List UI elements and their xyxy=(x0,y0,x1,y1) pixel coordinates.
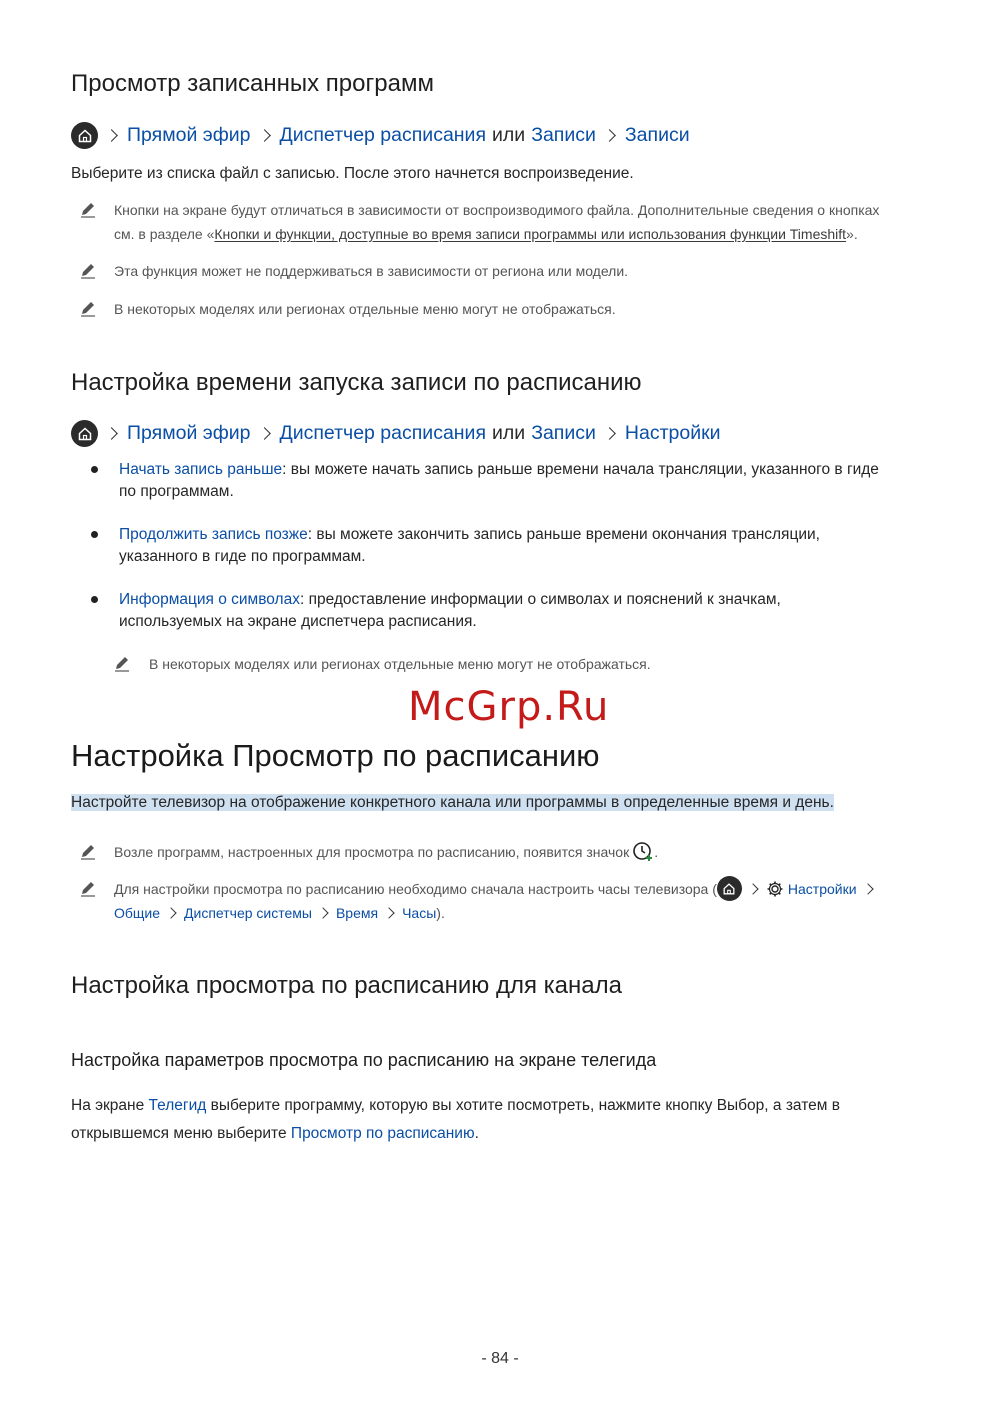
path-recordings[interactable]: Записи xyxy=(531,124,596,146)
pencil-note-icon xyxy=(79,261,97,279)
bullet-item-start-early: Начать запись раньше: вы можете начать запись раньше времени начала трансляции, указанного в гиде по программам. xyxy=(119,461,879,500)
term-start-early[interactable]: Начать запись раньше xyxy=(119,461,283,478)
bullet-item-symbol-info: Информация о символах: предоставление информации о символах и пояснений к значкам, используемых на экране диспетчера расписания. xyxy=(119,591,781,630)
bullet-dot xyxy=(91,531,98,538)
section4-paragraph: На экране Телегид выберите программу, которую вы хотите посмотреть, нажмите кнопку Выбор, а затем в открывшемся меню выберите Просмотр по расписанию. xyxy=(71,1097,840,1142)
section3-note2: Для настройки просмотра по расписанию необходимо сначала настроить часы телевизора ( Настройки Общие Диспетчер системы Время Часы ). xyxy=(114,876,954,925)
section3-note1: Возле программ, настроенных для просмотра по расписанию, появится значок . xyxy=(114,840,658,864)
path-schedule-manager[interactable]: Диспетчер расписания xyxy=(279,422,487,444)
chevron-right-icon xyxy=(105,129,118,142)
path-clock[interactable]: Часы xyxy=(402,905,437,921)
chevron-right-icon xyxy=(383,907,394,918)
section-title-recorded: Просмотр записанных программ xyxy=(71,70,434,97)
chevron-right-icon xyxy=(165,907,176,918)
chevron-right-icon xyxy=(862,883,873,894)
breadcrumb-recordings xyxy=(71,122,690,149)
section-title-channel-schedule: Настройка просмотра по расписанию для канала xyxy=(71,972,622,999)
path-settings[interactable]: Настройки xyxy=(787,880,857,897)
highlighted-intro: Настройте телевизор на отображение конкретного канала или программы в определенные время и день. xyxy=(71,794,834,811)
pencil-note-icon xyxy=(79,879,97,897)
section1-note1 xyxy=(114,198,944,246)
timeshift-link[interactable]: Кнопки и функции, доступные во время записи программы или использования функции Timeshift xyxy=(214,226,847,242)
section-title-scheduled-viewing: Настройка Просмотр по расписанию xyxy=(71,738,600,773)
path-recordings[interactable]: Записи xyxy=(531,422,596,444)
bullet-dot xyxy=(91,596,98,603)
bullet-item-continue-late: Продолжить запись позже: вы можете закончить запись раньше времени окончания трансляции, указанного в гиде по программам. xyxy=(119,526,820,565)
chevron-right-icon xyxy=(105,427,118,440)
section1-note3: В некоторых моделях или регионах отдельные меню могут не отображаться. xyxy=(114,301,616,317)
note1-line1: Кнопки на экране будут отличаться в зависимости от воспроизводимого файла. Дополнительные сведения о кнопках xyxy=(114,202,880,218)
path-system-manager[interactable]: Диспетчер системы xyxy=(184,905,312,921)
bullet-dot xyxy=(91,466,98,473)
path-general[interactable]: Общие xyxy=(114,905,161,921)
chevron-right-icon xyxy=(258,427,271,440)
schedule-clock-icon xyxy=(632,841,654,863)
pencil-note-icon xyxy=(79,842,97,860)
gear-icon xyxy=(766,880,784,898)
page-number: - 84 - xyxy=(481,1350,519,1367)
subsection-title-guide: Настройка параметров просмотра по расписанию на экране телегида xyxy=(71,1050,657,1070)
note1-prefix: см. в разделе « xyxy=(114,226,215,242)
home-icon[interactable] xyxy=(717,876,742,901)
note1-suffix: ». xyxy=(846,226,858,242)
chevron-right-icon xyxy=(603,129,616,142)
home-icon[interactable] xyxy=(71,420,98,447)
chevron-right-icon xyxy=(747,883,758,894)
section2-note: В некоторых моделях или регионах отдельные меню могут не отображаться. xyxy=(149,656,651,672)
path-or: или xyxy=(492,422,526,444)
path-live-tv[interactable]: Прямой эфир xyxy=(127,124,251,146)
pencil-note-icon xyxy=(79,200,97,218)
link-guide[interactable]: Телегид xyxy=(148,1097,207,1114)
pencil-note-icon xyxy=(79,299,97,317)
chevron-right-icon xyxy=(603,427,616,440)
chevron-right-icon xyxy=(258,129,271,142)
term-continue-late[interactable]: Продолжить запись позже xyxy=(119,526,308,543)
path-live-tv[interactable]: Прямой эфир xyxy=(127,422,251,444)
section1-body: Выберите из списка файл с записью. После этого начнется воспроизведение. xyxy=(71,165,634,182)
watermark: McGrp.Ru xyxy=(408,684,610,730)
breadcrumb-settings xyxy=(71,420,721,447)
path-or: или xyxy=(492,124,526,146)
path-schedule-manager[interactable]: Диспетчер расписания xyxy=(279,124,487,146)
section1-note2: Эта функция может не поддерживаться в зависимости от региона или модели. xyxy=(114,263,629,279)
path-time[interactable]: Время xyxy=(335,905,379,921)
term-symbol-info[interactable]: Информация о символах xyxy=(119,591,300,608)
path-settings[interactable]: Настройки xyxy=(624,422,721,444)
section-title-record-start: Настройка времени запуска записи по расписанию xyxy=(71,369,642,396)
chevron-right-icon xyxy=(317,907,328,918)
path-recordings-final[interactable]: Записи xyxy=(624,124,690,146)
link-schedule-viewing[interactable]: Просмотр по расписанию xyxy=(290,1125,475,1142)
pencil-note-icon xyxy=(113,654,131,672)
home-icon[interactable] xyxy=(71,122,98,149)
